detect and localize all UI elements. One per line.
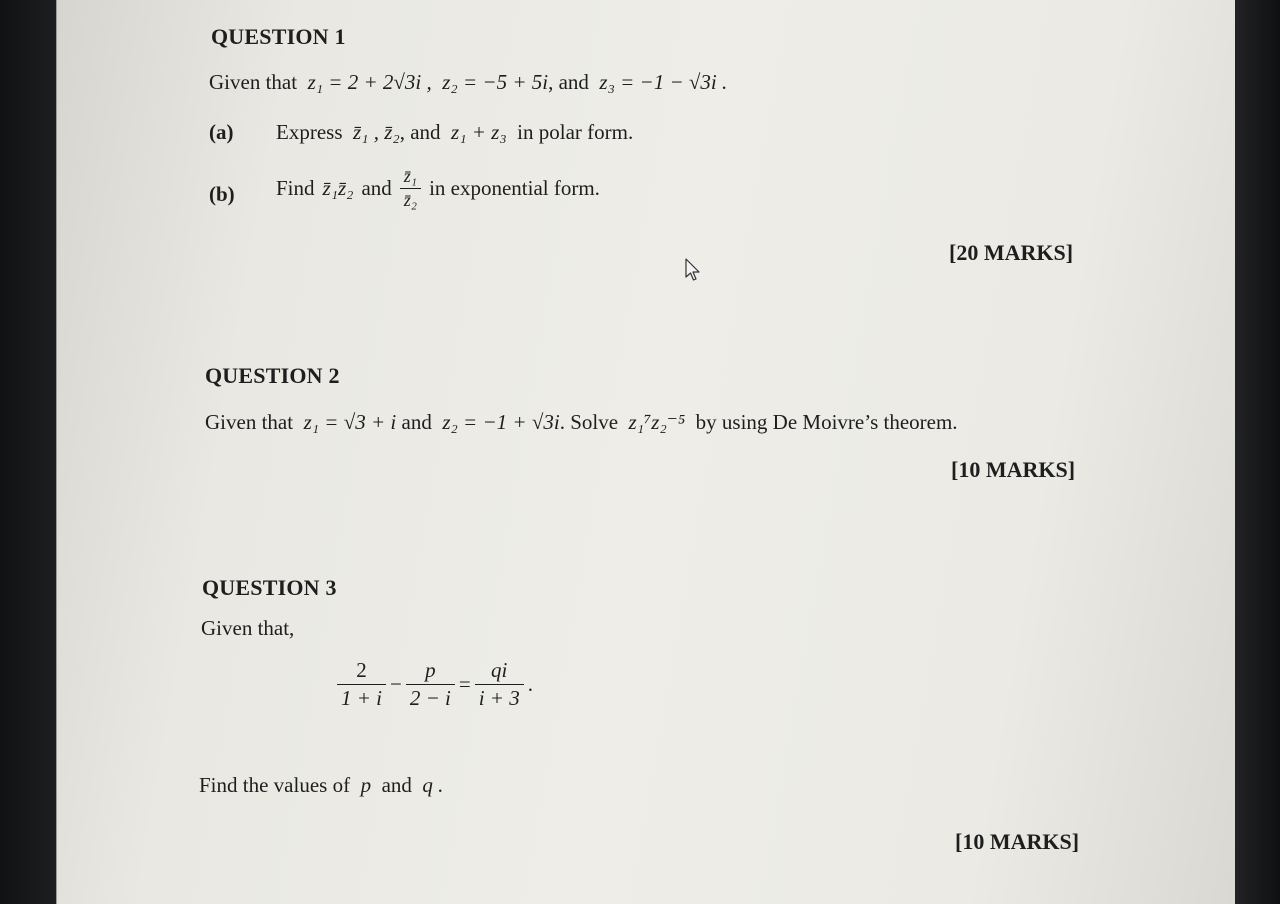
question-3-marks: [10 MARKS] (955, 829, 1080, 854)
mouse-pointer-icon (685, 258, 701, 282)
q1b-text-2: and (361, 176, 392, 200)
q3-f1-denominator: 1 + i (341, 686, 383, 710)
q2-z2: z₂ = −1 + √3i (442, 410, 560, 434)
q3-fraction-2 (406, 658, 455, 711)
question-1-part-b (276, 166, 600, 211)
q2-z1: z₁ = √3 + i (303, 410, 397, 434)
question-1-part-a-label: (a) (209, 120, 234, 144)
q1-z2: z₂ = −5 + 5i (442, 70, 549, 94)
q3-f1-numerator: 2 (337, 658, 386, 685)
q3-fraction-1 (337, 658, 386, 711)
q3-q: q . (422, 773, 444, 797)
q3-f2-numerator: p (406, 658, 455, 685)
question-1-title: QUESTION 1 (211, 24, 346, 49)
q1a-text-1: Express (276, 120, 343, 144)
q2-intro: Given that (205, 410, 294, 434)
q1-z1: z₁ = 2 + 2√3i , (307, 70, 432, 94)
q1b-numerator: z̄₁ (400, 166, 421, 189)
q1b-math: z̄₁z̄₂ (322, 176, 354, 200)
q3-period: . (527, 672, 533, 696)
q1b-denominator: z̄₂ (403, 190, 418, 210)
question-3-equation (337, 658, 533, 711)
q1a-text-3: in polar form. (517, 120, 634, 144)
q1b-fraction (400, 166, 421, 211)
q3-find-text: Find the values of (199, 773, 351, 797)
q2-solve: . Solve (559, 410, 619, 434)
question-2-marks: [10 MARKS] (951, 457, 1076, 482)
question-1-given (209, 70, 727, 95)
q3-minus: − (390, 672, 402, 696)
q1-and: , and (548, 70, 589, 94)
question-3-find (199, 773, 443, 798)
q3-equals: = (458, 672, 471, 696)
document-page (56, 0, 1235, 904)
q3-fraction-3 (475, 658, 524, 711)
q3-f2-denominator: 2 − i (409, 686, 451, 710)
q1a-math-2: z₁ + z₃ (451, 120, 507, 144)
question-2-title: QUESTION 2 (205, 363, 340, 388)
question-3-intro: Given that, (201, 616, 295, 640)
q3-and: and (381, 773, 412, 797)
question-1-marks: [20 MARKS] (949, 240, 1074, 265)
q3-p: p (360, 773, 372, 797)
q1b-text-1: Find (276, 176, 315, 200)
q1a-math: z̄₁ , z̄₂ (353, 120, 400, 144)
question-1-part-b-label: (b) (209, 182, 235, 206)
question-1-part-a (276, 120, 633, 145)
q3-f3-numerator: qi (475, 658, 524, 685)
question-2-text (205, 410, 958, 435)
q1b-text-3: in exponential form. (429, 176, 600, 200)
q2-expression: z₁⁷z₂⁻⁵ (628, 410, 686, 434)
q1a-text-2: , and (399, 120, 441, 144)
q2-rest: by using De Moivre’s theorem. (695, 410, 958, 434)
question-3-title: QUESTION 3 (202, 575, 337, 600)
q2-and: and (401, 410, 432, 434)
q1-intro: Given that (209, 70, 298, 94)
q1-z3: z₃ = −1 − √3i . (599, 70, 728, 94)
q3-f3-denominator: i + 3 (478, 686, 520, 710)
